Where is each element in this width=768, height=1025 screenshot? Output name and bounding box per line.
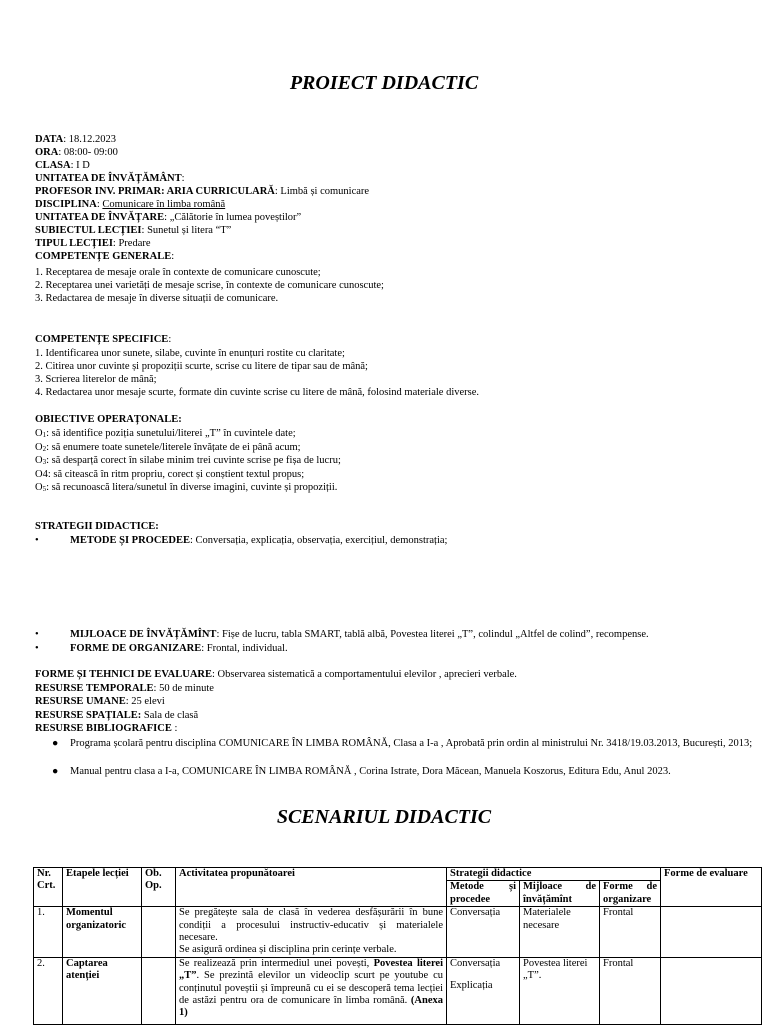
competenta-generala: 2. Receptarea unei varietăți de mesaje scrise, în contexte de comunicare cunoscute; — [35, 280, 384, 291]
header-line: SUBIECTUL LECȚIEI: Sunetul și litera “T” — [35, 225, 232, 236]
cell-forme: Frontal — [600, 957, 661, 1024]
mijloace-item: • MIJLOACE DE ÎNVĂȚĂMÎNT: Fișe de lucru, tabla SMART, tablă albă, Povestea literei „T”, colindul „Altfel de colind”, recompense. — [35, 629, 649, 640]
header-line: DATA: 18.12.2023 — [35, 134, 116, 145]
strategii-heading: STRATEGII DIDACTICE: — [35, 521, 159, 532]
scenariu-title: SCENARIUL DIDACTIC — [276, 806, 492, 828]
competenta-generala: 3. Redactarea de mesaje în diverse situații de comunicare. — [35, 293, 279, 304]
bibliografie-item: Programa școlară pentru disciplina COMUNICARE ÎN LIMBA ROMÂNĂ, Clasa a I-a , Aprobată prin ordin al ministrului Nr. 3418/19.03.2013, București, 2013; — [70, 738, 753, 749]
resursa-line: RESURSE TEMPORALE: 50 de minute — [35, 682, 214, 694]
cell-evaluare — [661, 907, 762, 958]
cell-nr: 2. — [34, 957, 63, 1024]
competente-specifice-heading: COMPETENȚE SPECIFICE: — [35, 334, 172, 345]
th-ob: Ob. Op. — [142, 868, 176, 907]
header-line: CLASA: I D — [35, 160, 90, 171]
th-forme: Forme de organizare — [600, 881, 661, 907]
competenta-specifica: 3. Scrierea literelor de mână; — [35, 374, 157, 385]
forme-organizare-item: • FORME DE ORGANIZARE: Frontal, individual. — [35, 643, 288, 654]
header-line: COMPETENȚE GENERALE: — [35, 251, 175, 262]
obiectiv-operational: O4: să citească în ritm propriu, corect și conștient textul propus; — [35, 468, 305, 480]
cell-evaluare — [661, 957, 762, 1024]
cell-nr: 1. — [34, 907, 63, 958]
activitate-text: Se asigură ordinea și disciplina prin cerințe verbale. — [179, 944, 397, 956]
activitate-text: Se pregătește sala de clasă în vederea desfășurării în bune condiții a procesului instructiv-educativ și materialele necesare. — [179, 907, 443, 944]
th-metode: Metode și procedee — [447, 881, 520, 907]
cell-activitate: Se realizează prin intermediul unei povești, Povestea literei „T”. Se prezintă elevilor un videoclip scurt pe youtube cu conținutul poveștii și împreună cu ei se descoperă tema lecției de astăzi pentru ora de comunicare în limba română. (Anexa 1) — [176, 957, 447, 1024]
th-nr: Nr. Crt. — [34, 868, 63, 907]
table-row — [34, 907, 762, 958]
cell-metode: Conversația Explicația — [447, 957, 520, 1024]
header-line: ORA: 08:00- 09:00 — [35, 147, 118, 158]
cell-mijloace: Povestea literei „T”. — [520, 957, 600, 1024]
bibliografie-bullet: ● — [52, 738, 59, 749]
table-row — [34, 957, 762, 1024]
bibliografie-item: Manual pentru clasa a I-a, COMUNICARE ÎN LIMBA ROMÂNĂ , Corina Istrate, Dora Măcean, Manuela Koszorus, Editura Edu, Anul 2023. — [70, 766, 671, 777]
th-mijloace: Mijloace de învățămînt — [520, 881, 600, 907]
header-line: UNITATEA DE ÎNVĂȚĂMÂNT: — [35, 173, 185, 184]
metode-item: • METODE ȘI PROCEDEE: Conversația, explicația, observația, exercițiul, demonstrația; — [35, 535, 448, 546]
cell-ob — [142, 957, 176, 1024]
th-strategii: Strategii didactice — [447, 868, 661, 881]
competenta-specifica: 1. Identificarea unor sunete, silabe, cuvinte în enunțuri rostite cu claritate; — [35, 348, 345, 359]
obiectiv-operational: $O_3$: să desparță corect în silabe minim trei cuvinte scrise pe fișa de lucru; — [35, 455, 341, 466]
obiectiv-operational: $O_1$: să identifice poziția sunetului/literei „T” în cuvintele date; — [35, 428, 296, 439]
cell-etapa: Captarea atenției — [63, 957, 142, 1024]
bibliografie-bullet: ● — [52, 766, 59, 777]
cell-mijloace: Materialele necesare — [520, 907, 600, 958]
document-title: PROIECT DIDACTIC — [289, 72, 479, 94]
cell-metode: Conversația — [447, 907, 520, 958]
resursa-line: FORME ȘI TEHNICI DE EVALUARE: Observarea sistematică a comportamentului elevilor , aprecieri verbale. — [35, 669, 517, 680]
cell-ob — [142, 907, 176, 958]
header-line: PROFESOR INV. PRIMAR: ARIA CURRICULARĂ: Limbă și comunicare — [35, 186, 370, 197]
competenta-generala: 1. Receptarea de mesaje orale în contexte de comunicare cunoscute; — [35, 267, 321, 278]
th-evaluare: Forme de evaluare — [661, 868, 762, 907]
cell-activitate — [176, 907, 447, 958]
header-line: TIPUL LECȚIEI: Predare — [35, 238, 151, 249]
th-activitate: Activitatea propunătoarei — [176, 868, 447, 907]
resursa-line: RESURSE BIBLIOGRAFICE : — [35, 723, 178, 734]
scenariu-table — [33, 867, 762, 1025]
cell-forme: Frontal — [600, 907, 661, 958]
header-line: DISCIPLINA: Comunicare în limba română — [35, 199, 226, 210]
obiectiv-operational: $O_5$: să recunoască litera/sunetul în diverse imagini, cuvinte și propoziții. — [35, 482, 338, 493]
resursa-line: RESURSE UMANE: 25 elevi — [35, 696, 165, 707]
resursa-line: RESURSE SPAȚIALE: Sala de clasă — [35, 709, 199, 721]
header-line: UNITATEA DE ÎNVĂȚARE: „Călătorie în lumea poveștilor” — [35, 212, 302, 223]
th-etape: Etapele lecției — [63, 868, 142, 907]
obiective-heading: OBIECTIVE OPERAȚONALE: — [35, 414, 182, 425]
obiectiv-operational: $O_2$: să enumere toate sunetele/literele învățate de ei până acum; — [35, 441, 301, 453]
cell-etapa: Momentul organizatoric — [63, 907, 142, 958]
competenta-specifica: 4. Redactarea unor mesaje scurte, formate din cuvinte scrise cu litere de mână, folosind materiale diverse. — [35, 387, 480, 398]
competenta-specifica: 2. Citirea unor cuvinte și propoziții scurte, scrise cu litere de tipar sau de mână; — [35, 361, 368, 372]
